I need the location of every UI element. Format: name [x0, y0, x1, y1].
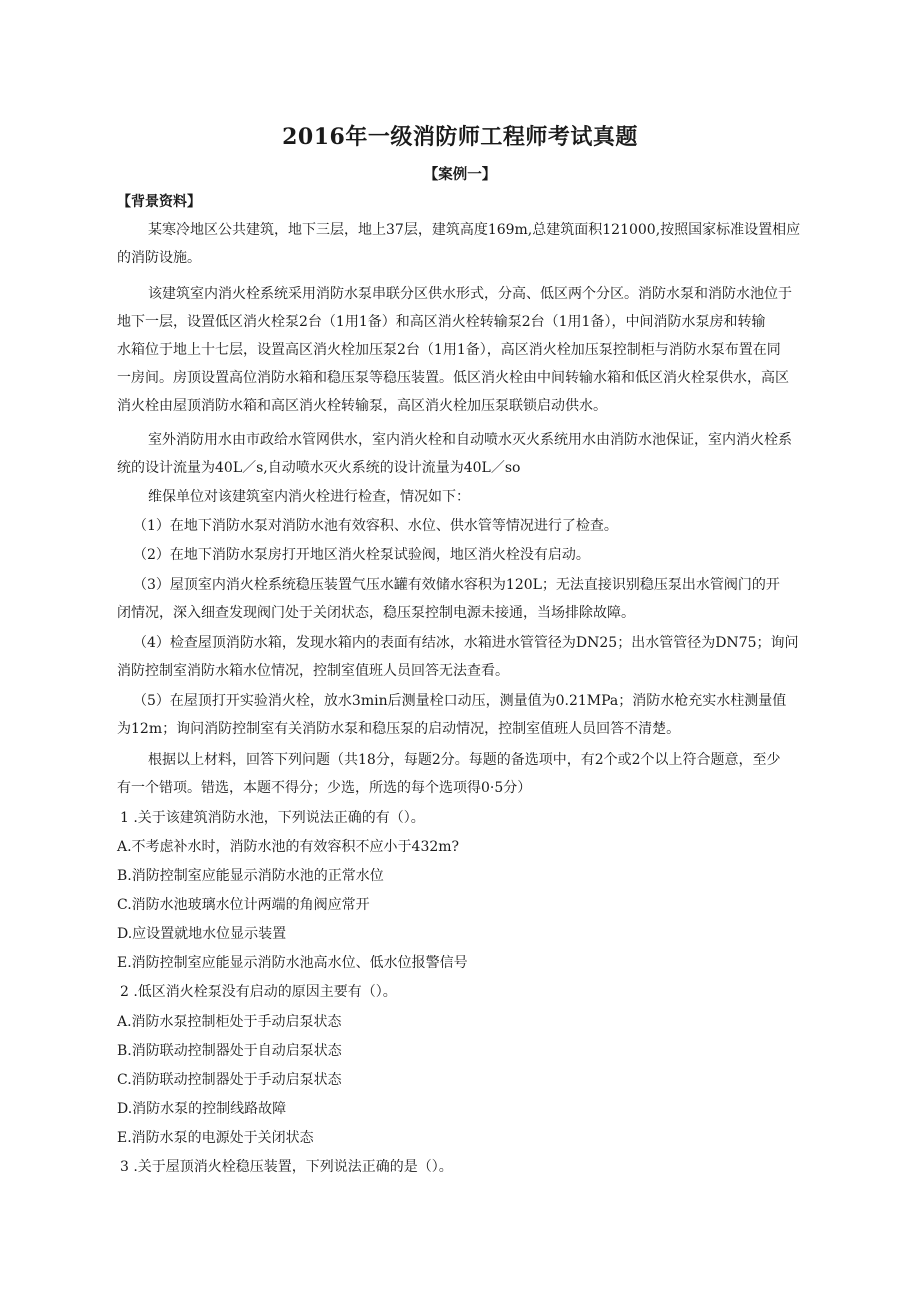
paragraph-line: 该建筑室内消火栓系统采用消防水泵串联分区供水形式，分高、低区两个分区。消防水泵和消防水池位于	[148, 286, 792, 302]
paragraph-line: （1）在地下消防水泵对消防水池有效容积、水位、供水管等情况进行了检查。	[133, 518, 618, 534]
paragraph-line: 一房间。房顶设置高位消防水箱和稳压泵等稳压装置。低区消火栓由中间转输水箱和低区消火栓泵供水，高区	[117, 370, 789, 386]
paragraph-line: 的消防设施。	[117, 250, 201, 266]
paragraph-line: （2）在地下消防水泵房打开地区消火栓泵试验阀，地区消火栓没有启动。	[133, 547, 590, 563]
paragraph-line: （3）屋顶室内消火栓系统稳压装置气压水罐有效储水容积为120L；无法直接识别稳压泵出水管阀门的开	[133, 577, 780, 593]
paragraph-line: 为12m；询问消防控制室有关消防水泵和稳压泵的启动情况，控制室值班人员回答不清楚。	[117, 721, 681, 737]
question-2: 2 .低区消火栓泵没有启动的原因主要有（）。	[120, 984, 397, 1000]
question-1: 1 .关于该建筑消防水池，下列说法正确的有（）。	[120, 810, 425, 826]
paragraph-line: 统的设计流量为40L／s,自动喷水灭火系统的设计流量为40L／so	[117, 460, 521, 476]
option-line: D.应设置就地水位显示装置	[117, 926, 287, 942]
paragraph-line: 地下一层，设置低区消火栓泵2台（1用1备）和高区消火栓转输泵2台（1用1备），中间消防水泵房和转输	[117, 314, 766, 330]
case-heading: 【案例一】	[423, 166, 497, 183]
paragraph-line: 闭情况，深入细查发现阀门处于关闭状态，稳压泵控制电源未接通，当场排除故障。	[117, 605, 635, 621]
option-line: A.消防水泵控制柜处于手动启泵状态	[117, 1014, 342, 1030]
paragraph-line: 消防控制室消防水箱水位情况，控制室值班人员回答无法查看。	[117, 663, 509, 679]
option-line: E.消防控制室应能显示消防水池高水位、低水位报警信号	[117, 955, 468, 971]
question-3: 3 .关于屋顶消火栓稳压装置，下列说法正确的是（）。	[120, 1159, 453, 1175]
option-line: C.消防水池玻璃水位计两端的角阀应常开	[117, 897, 370, 913]
paragraph-line: （4）检查屋顶消防水箱，发现水箱内的表面有结冰，水箱进水管管径为DN25；出水管管径为DN75；询问	[133, 635, 799, 651]
document-title: 2016年一级消防师工程师考试真题	[282, 124, 638, 150]
option-line: A.不考虑补水时，消防水池的有效容积不应小于432m?	[117, 839, 460, 855]
option-line: B.消防联动控制器处于自动启泵状态	[117, 1043, 342, 1059]
option-line: C.消防联动控制器处于手动启泵状态	[117, 1072, 342, 1088]
paragraph-line: 消火栓由屋顶消防水箱和高区消火栓转输泵，高区消火栓加压泵联锁启动供水。	[117, 398, 607, 414]
paragraph-line: 某寒冷地区公共建筑，地下三层，地上37层，建筑高度169m,总建筑面积121000,按照国家标准设置相应	[148, 222, 801, 238]
paragraph-line: 维保单位对该建筑室内消火栓进行检查，情况如下：	[148, 489, 470, 505]
paragraph-line: 水箱位于地上十七层，设置高区消火栓加压泵2台（1用1备），高区消火栓加压泵控制柜与消防水泵布置在同	[117, 342, 781, 358]
option-line: E.消防水泵的电源处于关闭状态	[117, 1130, 314, 1146]
paragraph-line: （5）在屋顶打开实验消火栓，放水3min后测量栓口动压，测量值为0.21MPa；消防水枪充实水柱测量值	[133, 693, 787, 709]
section-heading: 【背景资料】	[117, 194, 201, 210]
paragraph-line: 有一个错项。错选，本题不得分；少选，所选的每个选项得0·5分）	[117, 780, 532, 796]
option-line: D.消防水泵的控制线路故障	[117, 1101, 287, 1117]
paragraph-line: 室外消防用水由市政给水管网供水，室内消火栓和自动喷水灭火系统用水由消防水池保证，室内消火栓系	[148, 432, 792, 448]
option-line: B.消防控制室应能显示消防水池的正常水位	[117, 868, 384, 884]
paragraph-line: 根据以上材料，回答下列问题（共18分，每题2分。每题的备选项中，有2个或2个以上符合题意，至少	[148, 752, 781, 768]
